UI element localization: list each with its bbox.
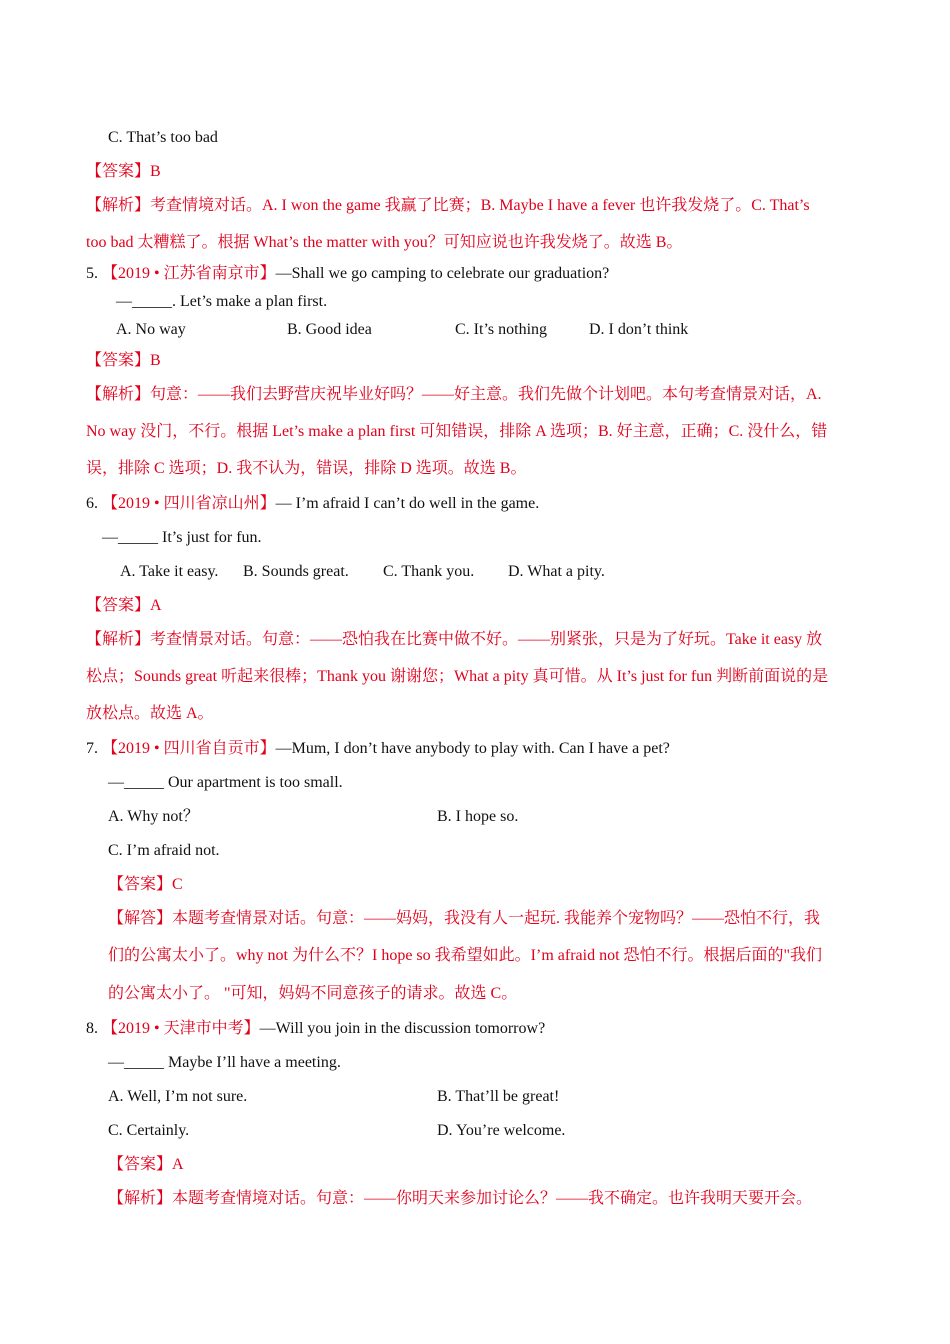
q6-reply: —_____ It’s just for fun. (102, 529, 262, 546)
q8-source: 【2019 • 天津市中考】 (102, 1020, 260, 1037)
q6-analysis-line-2: 松点；Sounds great 听起来很棒；Thank you 谢谢您；What a pity 真可惜。从 It’s just for fun 判断前面说的是 (86, 668, 829, 685)
q8-reply: —_____ Maybe I’ll have a meeting. (108, 1054, 341, 1071)
q8-option-c: C. Certainly. (108, 1122, 190, 1139)
q5-question: —Shall we go camping to celebrate our graduation? (275, 265, 610, 282)
q7-option-a: A. Why not？ (108, 808, 199, 825)
q7-analysis-line-1: 【解答】本题考查情景对话。句意：——妈妈，我没有人一起玩. 我能养个宠物吗？——恐怕不行，我 (108, 910, 821, 927)
q8-number: 8. (86, 1020, 102, 1037)
q5-answer: 【答案】B (86, 352, 161, 369)
q5-stem (86, 264, 609, 284)
q6-analysis-line-1: 【解析】考查情景对话。句意：——恐怕我在比赛中做不好。——别紧张，只是为了好玩。Take it easy 放 (86, 631, 823, 648)
q5-analysis-line-1: 【解析】句意：——我们去野营庆祝毕业好吗？——好主意。我们先做个计划吧。本句考查情景对话，A. (86, 386, 822, 403)
q7-question: —Mum, I don’t have anybody to play with. Can I have a pet? (275, 740, 670, 757)
q7-analysis-line-2: 们的公寓太小了。why not 为什么不？I hope so 我希望如此。I’m afraid not 恐怕不行。根据后面的"我们 (108, 947, 823, 964)
q6-option-c: C. Thank you. (383, 563, 475, 580)
q6-analysis-line-3: 放松点。故选 A。 (86, 705, 214, 722)
q8-analysis-line-1: 【解析】本题考查情境对话。句意：——你明天来参加讨论么？——我不确定。也许我明天要开会。 (108, 1190, 813, 1207)
q7-number: 7. (86, 740, 102, 757)
q5-option-d: D. I don’t think (589, 321, 689, 338)
q8-option-d: D. You’re welcome. (437, 1122, 566, 1139)
q5-option-a: A. No way (116, 321, 186, 338)
q5-source: 【2019 • 江苏省南京市】 (102, 265, 276, 282)
q5-number: 5. (86, 265, 102, 282)
q7-analysis-line-3: 的公寓太小了。 "可知，妈妈不同意孩子的请求。故选 C。 (108, 985, 518, 1002)
q4-option-c: C. That’s too bad (108, 129, 218, 146)
q7-option-b: B. I hope so. (437, 808, 519, 825)
q5-option-b: B. Good idea (287, 321, 372, 338)
q6-option-b: B. Sounds great. (243, 563, 349, 580)
q5-analysis-line-2: No way 没门，不行。根据 Let’s make a plan first 可知错误，排除 A 选项；B. 好主意，正确；C. 没什么，错 (86, 423, 828, 440)
q6-option-d: D. What a pity. (508, 563, 605, 580)
q4-analysis-line-2: too bad 太糟糕了。根据 What’s the matter with you？可知应说也许我发烧了。故选 B。 (86, 234, 683, 251)
q5-option-c: C. It’s nothing (455, 321, 548, 338)
q6-question: — I’m afraid I can’t do well in the game. (275, 495, 540, 512)
q4-analysis-line-1: 【解析】考查情境对话。A. I won the game 我赢了比赛；B. Maybe I have a fever 也许我发烧了。C. That’s (86, 197, 810, 214)
q8-option-b: B. That’ll be great! (437, 1088, 560, 1105)
q6-option-a: A. Take it easy. (120, 563, 219, 580)
q6-answer: 【答案】A (86, 597, 162, 614)
q7-answer: 【答案】C (108, 876, 183, 893)
q7-option-c: C. I’m afraid not. (108, 842, 220, 859)
q6-stem (86, 494, 539, 514)
q8-stem (86, 1019, 545, 1039)
q6-source: 【2019 • 四川省凉山州】 (102, 495, 276, 512)
q8-option-a: A. Well, I’m not sure. (108, 1088, 248, 1105)
q8-answer: 【答案】A (108, 1156, 184, 1173)
q7-reply: —_____ Our apartment is too small. (108, 774, 343, 791)
q5-analysis-line-3: 误，排除 C 选项；D. 我不认为，错误，排除 D 选项。故选 B。 (86, 460, 527, 477)
q8-question: —Will you join in the discussion tomorrow? (259, 1020, 546, 1037)
q6-number: 6. (86, 495, 102, 512)
q5-reply: —_____. Let’s make a plan first. (116, 293, 328, 310)
q4-answer: 【答案】B (86, 163, 161, 180)
q7-stem (86, 739, 670, 759)
q7-source: 【2019 • 四川省自贡市】 (102, 740, 276, 757)
